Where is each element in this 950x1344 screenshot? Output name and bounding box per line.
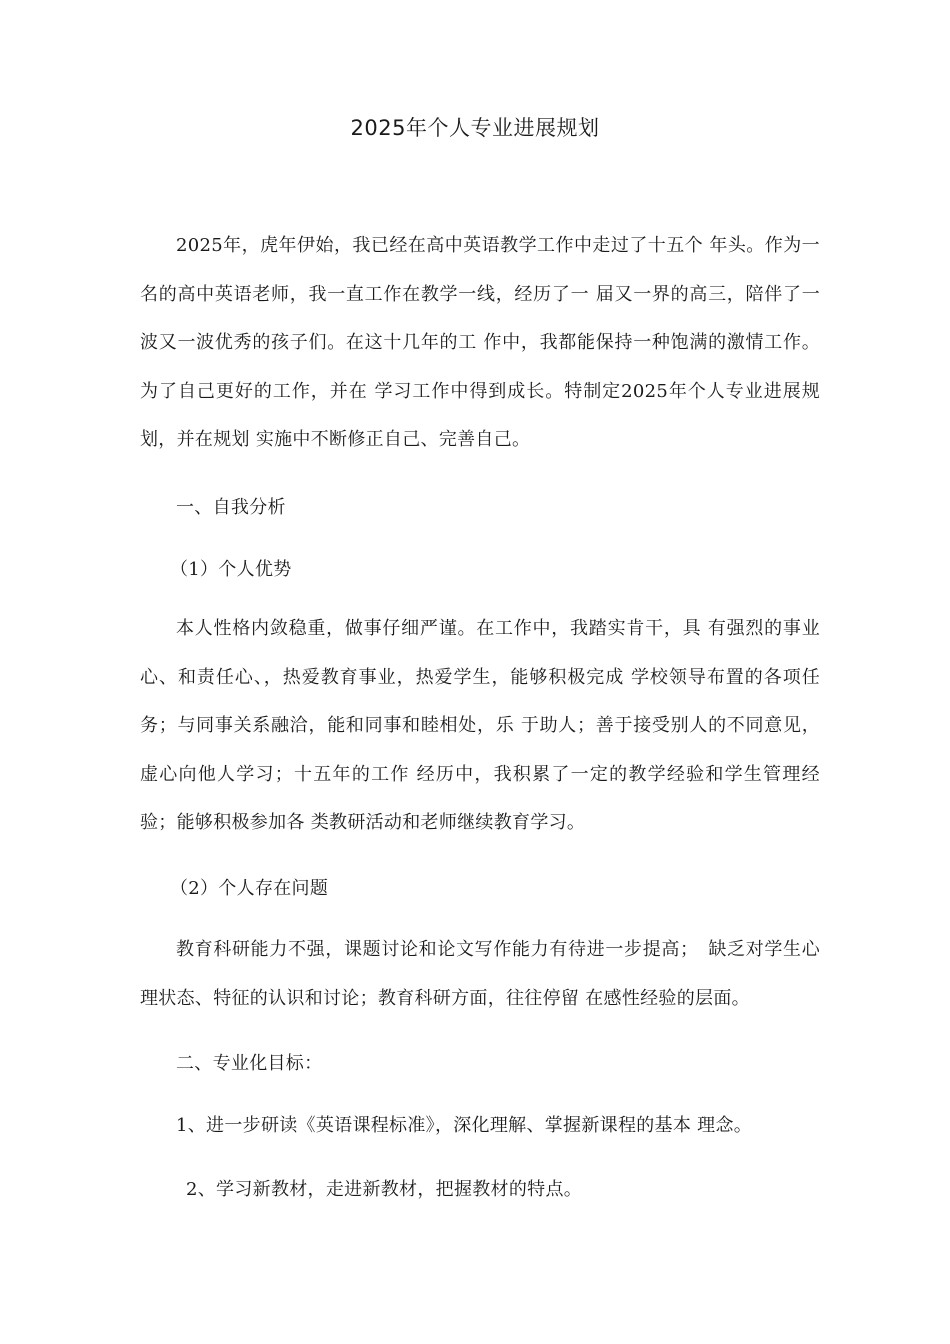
section-heading-self-analysis: 一、自我分析 bbox=[176, 497, 286, 518]
section-heading-goals: 二、专业化目标： bbox=[176, 1053, 323, 1074]
goal-item: 2、学习新教材，走进新教材，把握教材的特点。 bbox=[186, 1179, 583, 1200]
problems-paragraph: 教育科研能力不强，课题讨论和论文写作能力有待进一步提高； 缺乏对学生心理状态、特征的认识和讨论；教育科研方面，往往停留 在感性经验的层面。 bbox=[140, 939, 820, 1009]
page-title: 2025年个人专业进展规划 bbox=[350, 116, 600, 140]
subheading-problems: （2）个人存在问题 bbox=[170, 878, 329, 899]
strengths-paragraph: 本人性格内敛稳重，做事仔细严谨。在工作中，我踏实肯干，具 有强烈的事业心、和责任心、，热爱教育事业，热爱学生，能够积极完成 学校领导布置的各项任务；与同事关系融洽，能和同事和睦相处，乐 于助人；善于接受别人的不同意见，虚心向他人学习；十五年的工作 经历中，我积累了一定的教学经验和学生管理经验；能够积极参加各 类教研活动和老师继续教育学习。 bbox=[140, 618, 820, 834]
subheading-strengths: （1）个人优势 bbox=[170, 559, 292, 580]
goal-item: 1、进一步研读《英语课程标准》，深化理解、掌握新课程的基本 理念。 bbox=[176, 1115, 753, 1136]
intro-paragraph: 2025年，虎年伊始，我已经在高中英语教学工作中走过了十五个 年头。作为一名的高中英语老师，我一直工作在教学一线，经历了一 届又一界的高三，陪伴了一波又一波优秀的孩子们。在这十几年的工 作中，我都能保持一种饱满的激情工作。为了自己更好的工作，并在 学习工作中得到成长。特制定2025年个人专业进展规划，并在规划 实施中不断修正自己、完善自己。 bbox=[140, 235, 820, 451]
